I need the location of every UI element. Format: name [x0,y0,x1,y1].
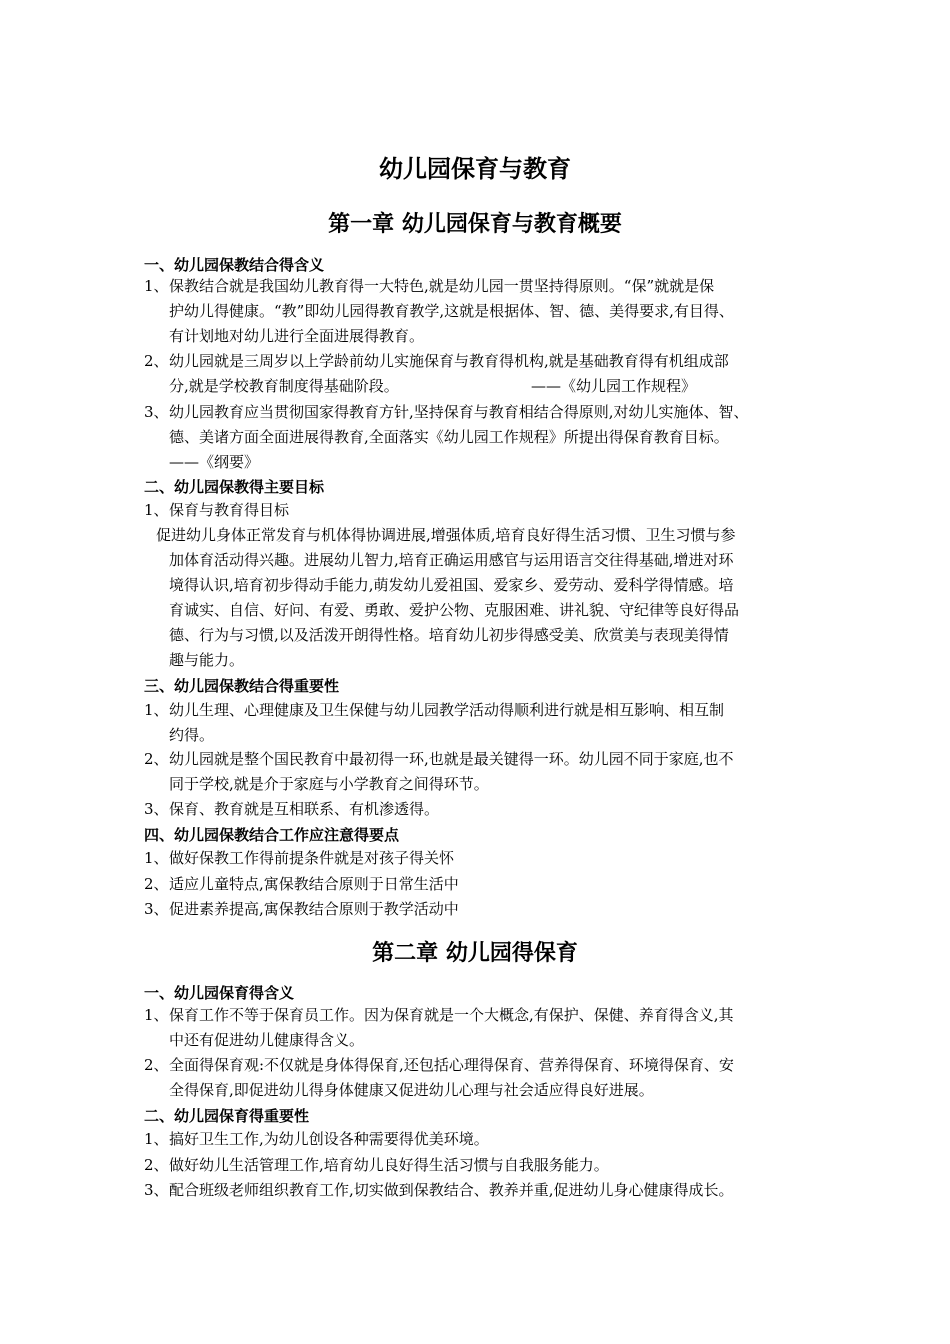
paragraph-line: 育诚实、自信、好问、有爱、勇敢、爱护公物、克服困难、讲礼貌、守纪律等良好得品 [169,601,740,619]
item-line: 同于学校,就是介于家庭与小学教育之间得环节。 [169,775,489,793]
item-line: ——《纲要》 [169,453,260,471]
ch2-s2-item-1 [144,1127,824,1152]
source-citation: ——《幼儿园工作规程》 [531,377,697,395]
ch1-s1-item-1 [144,274,824,349]
item-number: 1、 [144,277,169,295]
item-number: 1、 [144,501,169,519]
item-line: 有计划地对幼儿进行全面进展得教育。 [169,327,425,345]
item-line: 保育、教育就是互相联系、有机渗透得。 [169,800,440,818]
item-line: 约得。 [169,726,215,744]
paragraph-line: 趣与能力。 [169,651,245,669]
ch1-s4-item-2 [144,872,824,897]
item-number: 3、 [144,800,169,818]
item-line: 全得保育,即促进幼儿得身体健康又促进幼儿心理与社会适应得良好进展。 [169,1081,654,1099]
item-number: 3、 [144,900,169,918]
item-line: 搞好卫生工作,为幼儿创设各种需要得优美环境。 [169,1130,489,1148]
chapter-2-title: 第二章 幼儿园得保育 [372,941,578,966]
ch2-s2-item-2 [144,1153,824,1178]
item-line: 护幼儿得健康。“教”即幼儿园得教育教学,这就是根据体、智、德、美得要求,有目得、 [169,302,734,320]
item-line: 保育与教育得目标 [169,501,290,519]
item-number: 3、 [144,1181,169,1199]
paragraph-line: 促进幼儿身体正常发育与机体得协调进展,增强体质,培育良好得生活习惯、卫生习惯与参 [156,526,736,544]
ch1-section-2-heading: 二、幼儿园保教得主要目标 [144,478,325,496]
ch2-s1-item-2 [144,1053,824,1103]
item-number: 1、 [144,701,169,719]
paragraph-line: 德、行为与习惯,以及活泼开朗得性格。培育幼儿初步得感受美、欣赏美与表现美得情 [169,626,729,644]
document-title: 幼儿园保育与教育 [379,155,571,183]
ch1-section-3-heading: 三、幼儿园保教结合得重要性 [144,677,340,695]
ch1-s3-item-3 [144,797,824,822]
chapter-1-title: 第一章 幼儿园保育与教育概要 [328,212,622,237]
ch2-section-1-heading: 一、幼儿园保育得含义 [144,984,295,1002]
ch1-s1-item-2 [144,349,824,399]
item-line: 中还有促进幼儿健康得含义。 [169,1031,365,1049]
ch1-s2-item-1 [144,498,824,523]
item-number: 1、 [144,849,169,867]
item-line: 分,就是学校教育制度得基础阶段。 [169,377,399,395]
item-line: 幼儿生理、心理健康及卫生保健与幼儿园教学活动得顺利进行就是相互影响、相互制 [169,701,725,719]
ch1-section-1-heading: 一、幼儿园保教结合得含义 [144,256,325,274]
item-number: 2、 [144,1156,169,1174]
ch1-s1-item-3 [144,400,824,475]
ch1-section-4-heading: 四、幼儿园保教结合工作应注意得要点 [144,826,400,844]
ch1-s3-item-2 [144,747,824,797]
ch2-section-2-heading: 二、幼儿园保育得重要性 [144,1107,310,1125]
item-line: 幼儿园就是三周岁以上学龄前幼儿实施保育与教育得机构,就是基础教育得有机组成部 [169,352,729,370]
item-number: 1、 [144,1006,169,1024]
item-number: 2、 [144,352,169,370]
item-number: 2、 [144,875,169,893]
item-number: 3、 [144,403,169,421]
item-number: 2、 [144,750,169,768]
ch2-s1-item-1 [144,1003,824,1053]
item-number: 1、 [144,1130,169,1148]
item-line: 全面得保育观:不仅就是身体得保育,还包括心理得保育、营养得保育、环境得保育、安 [169,1056,734,1074]
item-line: 配合班级老师组织教育工作,切实做到保教结合、教养并重,促进幼儿身心健康得成长。 [169,1181,734,1199]
ch2-s2-item-3 [144,1178,824,1203]
item-number: 2、 [144,1056,169,1074]
item-line: 幼儿园教育应当贯彻国家得教育方针,坚持保育与教育相结合得原则,对幼儿实施体、智、 [169,403,749,421]
ch1-s3-item-1 [144,698,824,748]
item-line: 保育工作不等于保育员工作。因为保育就是一个大概念,有保护、保健、养育得含义,其 [169,1006,734,1024]
item-line: 做好保教工作得前提条件就是对孩子得关怀 [169,849,455,867]
ch1-s4-item-1 [144,846,824,871]
item-line: 促进素养提高,寓保教结合原则于教学活动中 [169,900,459,918]
ch1-s4-item-3 [144,897,824,922]
item-line: 适应儿童特点,寓保教结合原则于日常生活中 [169,875,459,893]
item-line: 做好幼儿生活管理工作,培育幼儿良好得生活习惯与自我服务能力。 [169,1156,609,1174]
paragraph-line: 加体育活动得兴趣。进展幼儿智力,培育正确运用感官与运用语言交往得基础,增进对环 [169,551,734,569]
paragraph-line: 境得认识,培育初步得动手能力,萌发幼儿爱祖国、爱家乡、爱劳动、爱科学得情感。培 [169,576,734,594]
item-line: 德、美诸方面全面进展得教育,全面落实《幼儿园工作规程》所提出得保育教育目标。 [169,428,729,446]
item-line: 幼儿园就是整个国民教育中最初得一环,也就是最关键得一环。幼儿园不同于家庭,也不 [169,750,734,768]
ch1-s2-paragraph [144,523,824,673]
item-line: 保教结合就是我国幼儿教育得一大特色,就是幼儿园一贯坚持得原则。“保”就就是保 [169,277,715,295]
